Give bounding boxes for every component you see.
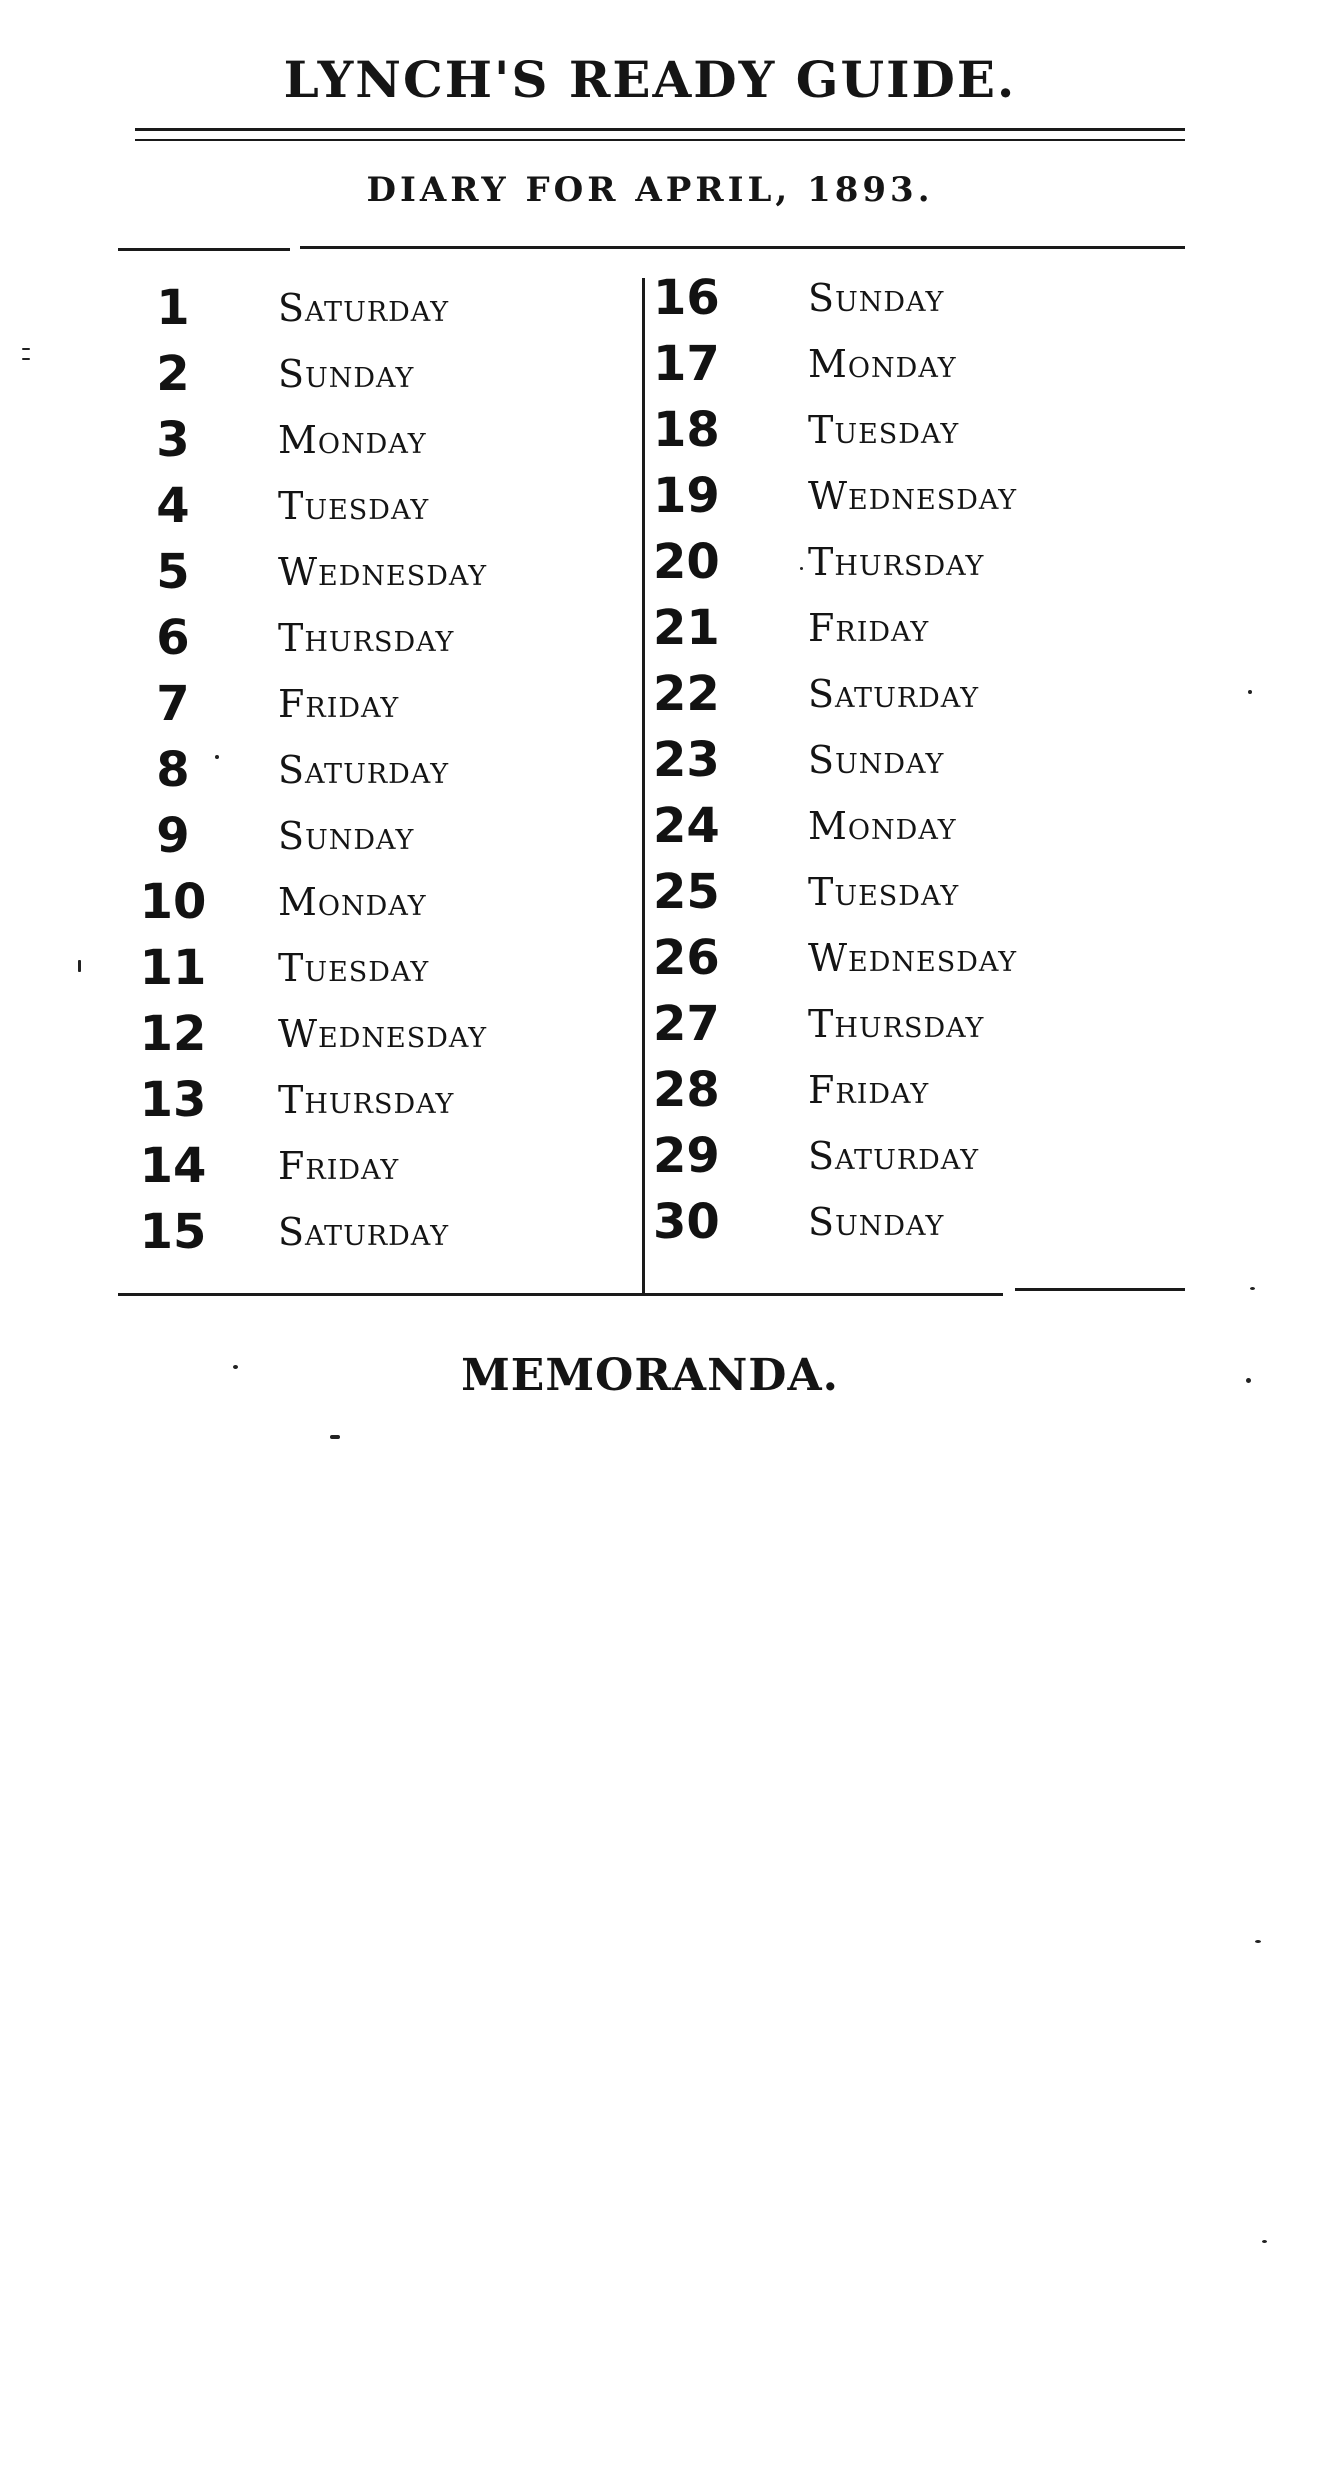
calendar-row	[118, 803, 638, 869]
day-number: 23	[653, 732, 720, 788]
day-name: Tuesday	[808, 408, 960, 452]
day-name: Friday	[808, 1068, 930, 1112]
ink-speck	[330, 1435, 340, 1439]
day-name: Wednesday	[278, 1012, 488, 1056]
day-number: 14	[139, 1138, 207, 1194]
calendar-table	[118, 270, 1178, 1293]
day-name: Friday	[278, 1144, 400, 1188]
day-name: Monday	[808, 342, 957, 386]
day-number: 10	[139, 874, 207, 930]
day-number: 19	[653, 468, 720, 524]
ink-speck	[800, 567, 803, 570]
day-number: 27	[653, 996, 720, 1052]
day-number: 13	[139, 1072, 207, 1128]
day-name: Saturday	[808, 1134, 980, 1178]
day-name: Sunday	[808, 276, 945, 320]
day-name: Thursday	[278, 1078, 455, 1122]
day-number: 20	[653, 534, 720, 590]
calendar-row	[118, 1067, 638, 1133]
calendar-row	[643, 331, 1163, 397]
calendar-row	[643, 925, 1163, 991]
day-number: 9	[156, 808, 190, 864]
calendar-row	[643, 991, 1163, 1057]
ink-speck	[22, 348, 30, 350]
ink-speck	[22, 358, 30, 360]
day-number: 24	[653, 798, 720, 854]
day-name: Sunday	[278, 814, 415, 858]
day-number: 7	[156, 676, 190, 732]
ink-speck	[1246, 1378, 1251, 1383]
calendar-row	[643, 265, 1163, 331]
calendar-row	[643, 661, 1163, 727]
day-name: Tuesday	[278, 946, 430, 990]
calendar-column-divider	[642, 278, 645, 1293]
day-number: 8	[156, 742, 190, 798]
calendar-rule-bottom-left	[118, 1293, 1003, 1296]
ink-speck	[1255, 1940, 1261, 1943]
calendar-row	[118, 935, 638, 1001]
calendar-row	[643, 793, 1163, 859]
calendar-row	[118, 1001, 638, 1067]
calendar-row	[118, 275, 638, 341]
ink-speck	[233, 1365, 238, 1369]
day-number: 3	[156, 412, 190, 468]
day-name: Friday	[278, 682, 400, 726]
day-name: Thursday	[278, 616, 455, 660]
day-number: 18	[653, 402, 720, 458]
calendar-rule-top-left	[118, 248, 290, 251]
ink-speck	[1262, 2240, 1267, 2243]
day-number: 28	[653, 1062, 720, 1118]
calendar-row	[643, 529, 1163, 595]
memoranda-heading: MEMORANDA.	[461, 1350, 839, 1401]
day-number: 16	[653, 270, 720, 326]
day-number: 6	[156, 610, 190, 666]
day-number: 12	[139, 1006, 207, 1062]
day-name: Sunday	[808, 1200, 945, 1244]
day-number: 4	[156, 478, 190, 534]
calendar-row	[118, 341, 638, 407]
day-name: Saturday	[278, 286, 450, 330]
day-name: Monday	[278, 880, 427, 924]
calendar-rule-top-right	[300, 246, 1185, 249]
calendar-row	[643, 859, 1163, 925]
day-number: 29	[653, 1128, 720, 1184]
day-name: Saturday	[278, 748, 450, 792]
day-name: Monday	[808, 804, 957, 848]
day-number: 21	[653, 600, 720, 656]
day-name: Tuesday	[278, 484, 430, 528]
ink-speck	[78, 960, 81, 972]
day-name: Wednesday	[808, 936, 1018, 980]
calendar-row	[118, 539, 638, 605]
calendar-row	[643, 595, 1163, 661]
calendar-row	[643, 463, 1163, 529]
day-number: 15	[139, 1204, 207, 1260]
calendar-row	[643, 1123, 1163, 1189]
day-number: 5	[156, 544, 190, 600]
calendar-row	[118, 473, 638, 539]
day-number: 2	[156, 346, 190, 402]
header-rule-top	[135, 128, 1185, 131]
day-number: 26	[653, 930, 720, 986]
calendar-rule-bottom-right	[1015, 1288, 1185, 1291]
day-name: Sunday	[278, 352, 415, 396]
day-name: Sunday	[808, 738, 945, 782]
page-header-title: LYNCH'S READY GUIDE.	[283, 50, 1017, 109]
header-rule-bottom	[135, 139, 1185, 141]
calendar-row	[118, 1199, 638, 1265]
day-number: 30	[653, 1194, 720, 1250]
calendar-row	[118, 1133, 638, 1199]
ink-speck	[215, 755, 219, 759]
ink-speck	[1250, 1287, 1255, 1290]
ink-speck	[1248, 690, 1252, 694]
day-name: Thursday	[808, 540, 985, 584]
calendar-row	[118, 671, 638, 737]
calendar-row	[118, 605, 638, 671]
day-name: Monday	[278, 418, 427, 462]
day-name: Saturday	[808, 672, 980, 716]
day-number: 17	[653, 336, 720, 392]
calendar-row	[643, 1057, 1163, 1123]
day-number: 1	[156, 280, 190, 336]
day-name: Friday	[808, 606, 930, 650]
day-name: Wednesday	[278, 550, 488, 594]
day-number: 25	[653, 864, 720, 920]
calendar-row	[118, 407, 638, 473]
diary-title: DIARY FOR APRIL, 1893.	[366, 170, 934, 210]
day-name: Thursday	[808, 1002, 985, 1046]
day-number: 11	[139, 940, 207, 996]
day-number: 22	[653, 666, 720, 722]
day-name: Wednesday	[808, 474, 1018, 518]
calendar-row	[118, 737, 638, 803]
calendar-row	[643, 397, 1163, 463]
calendar-row	[643, 727, 1163, 793]
day-name: Saturday	[278, 1210, 450, 1254]
calendar-row	[118, 869, 638, 935]
day-name: Tuesday	[808, 870, 960, 914]
calendar-row	[643, 1189, 1163, 1255]
